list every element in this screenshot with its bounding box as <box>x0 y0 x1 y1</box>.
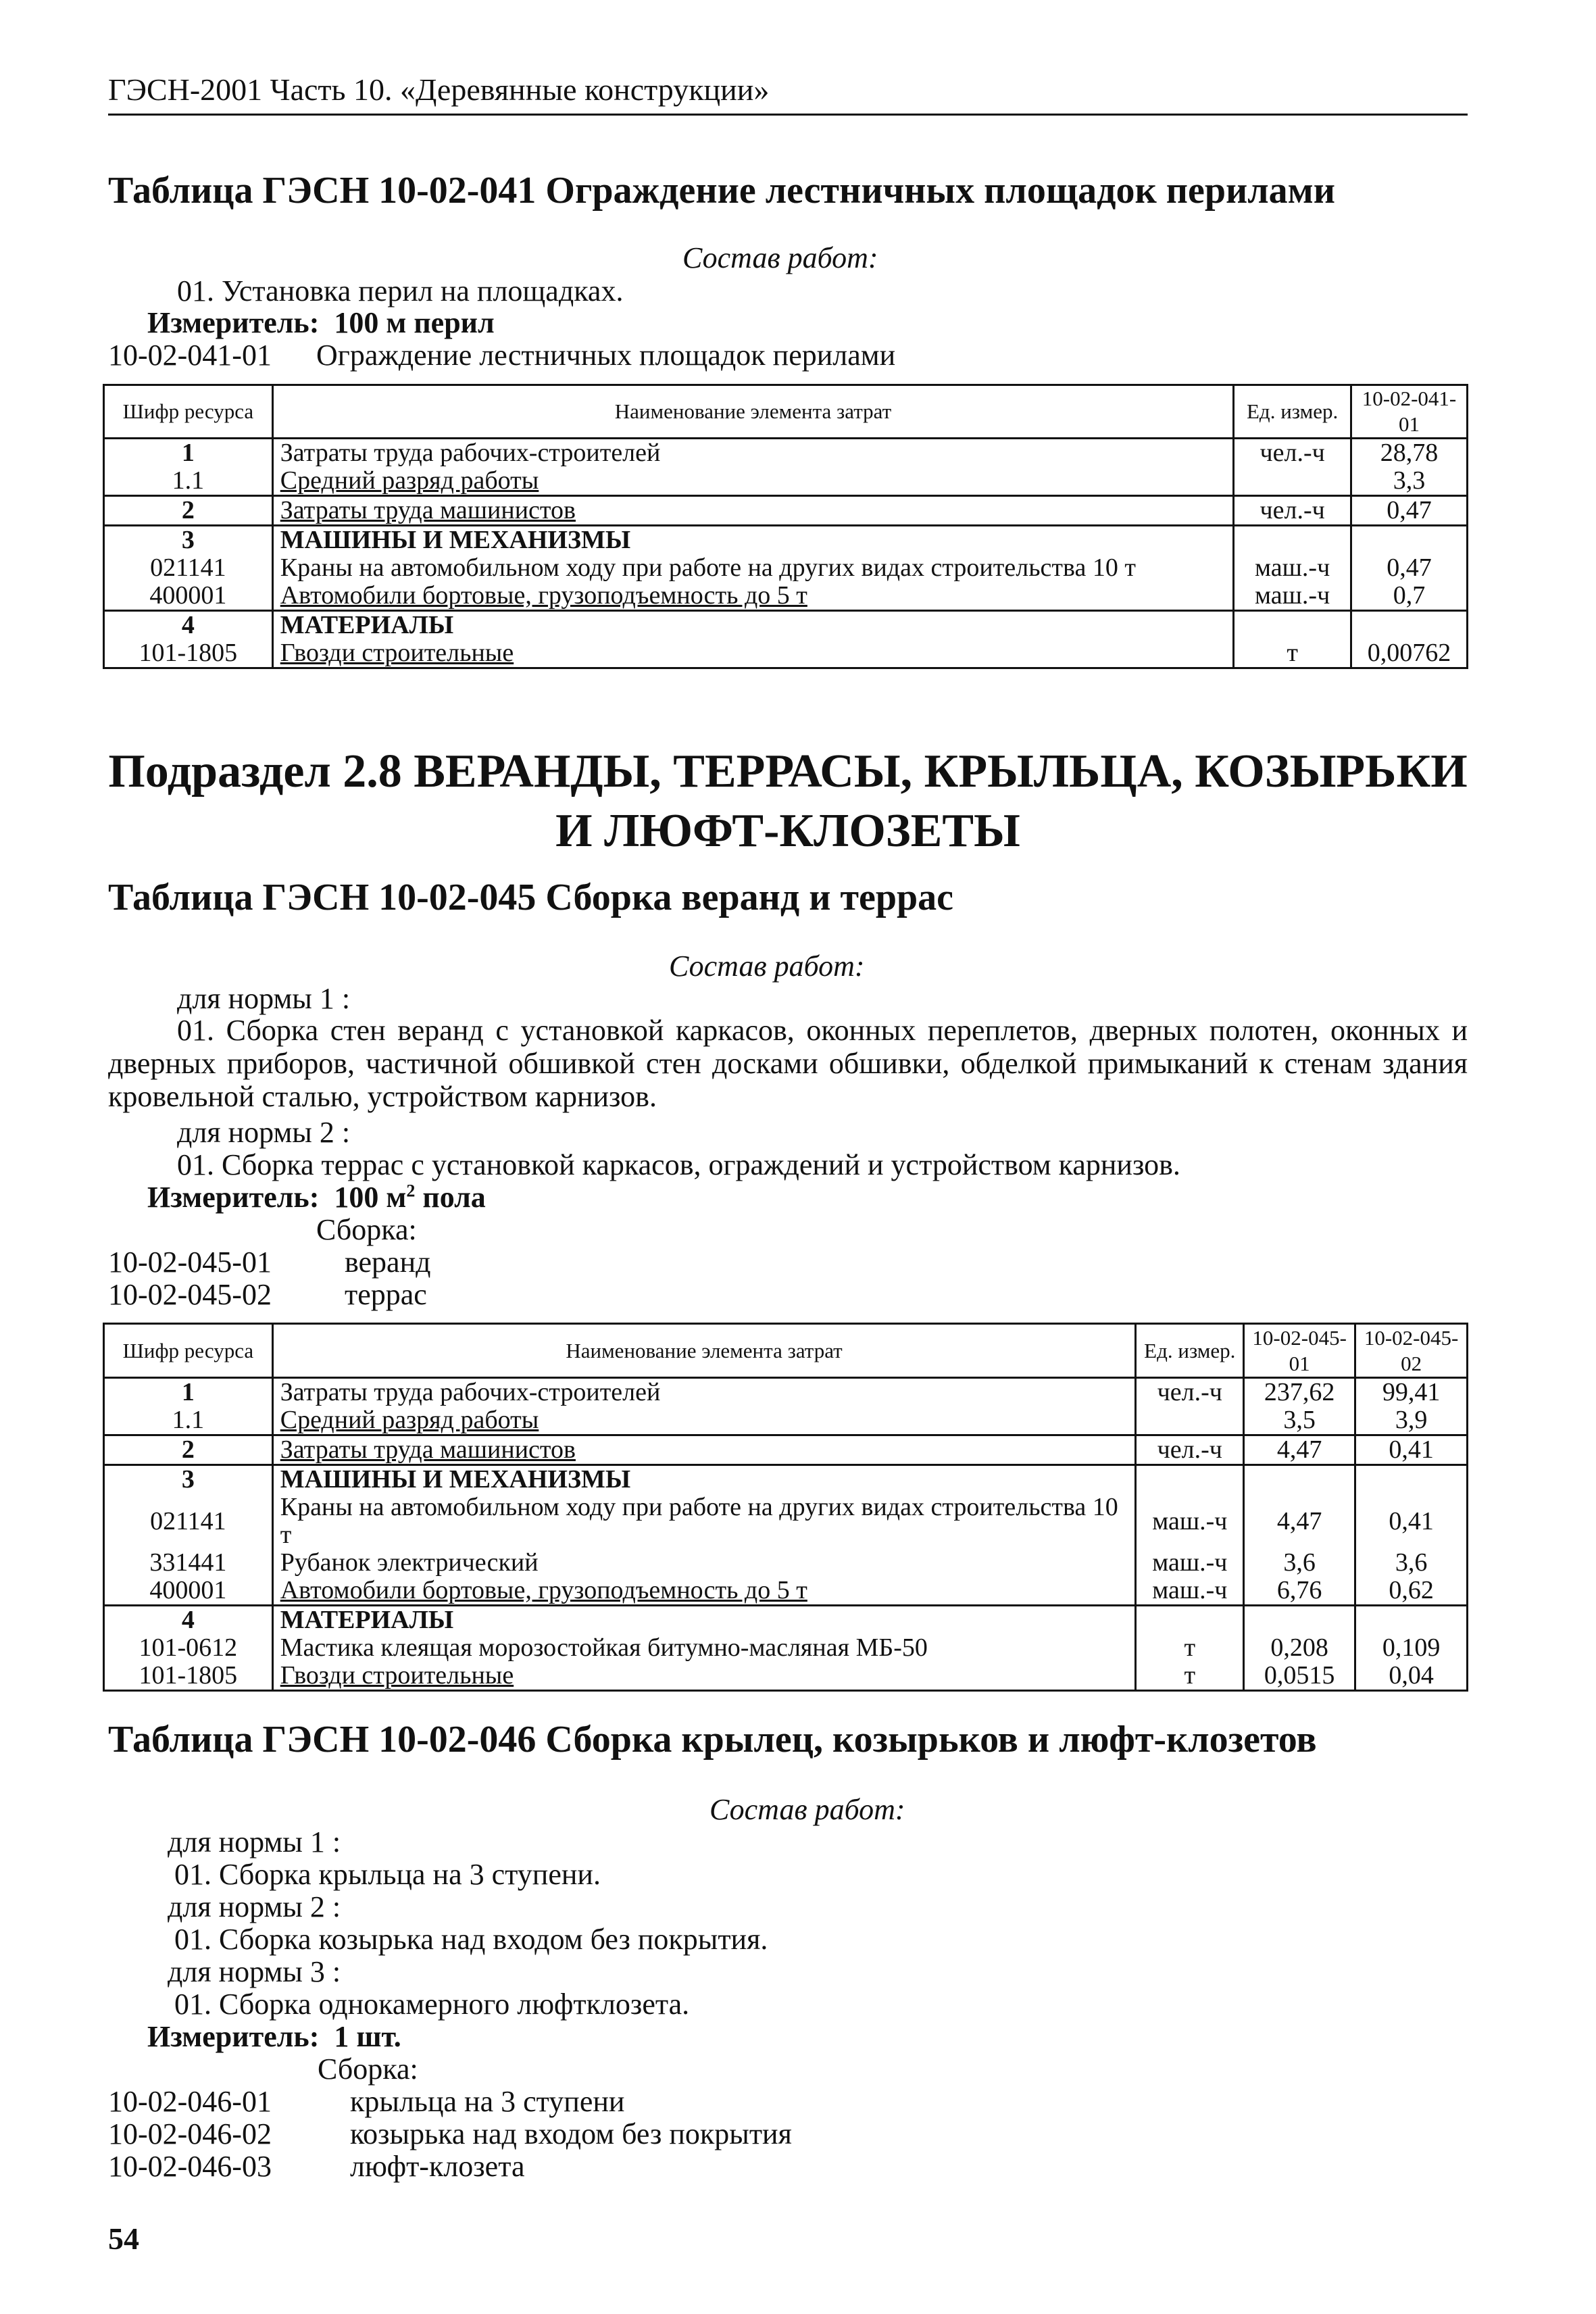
table3-norm2-label: для нормы 2 : <box>168 1890 341 1923</box>
meter-value: 100 м <box>334 1181 407 1214</box>
row-code: 4 <box>104 1606 273 1635</box>
row-code: 101-1805 <box>104 1662 273 1691</box>
row-value: 0,00762 <box>1351 639 1468 668</box>
col-name-header: Наименование элемента затрат <box>272 385 1233 439</box>
table-row <box>104 1494 1468 1549</box>
table3-norm2-text: 01. Сборка козырька над входом без покрытия. <box>174 1923 768 1956</box>
row-value-2: 0,41 <box>1355 1435 1468 1465</box>
table-row <box>104 1577 1468 1606</box>
row-code: 2 <box>104 496 273 526</box>
subsection-title: Подраздел 2.8 ВЕРАНДЫ, ТЕРРАСЫ, КРЫЛЬЦА, КОЗЫРЬКИ И ЛЮФТ-КЛОЗЕТЫ <box>108 745 1468 857</box>
table2-norm-name-2: террас <box>345 1278 427 1311</box>
row-value-1: 0,0515 <box>1244 1662 1355 1691</box>
table3-work-label: Состав работ: <box>709 1793 905 1826</box>
col-code-header: Шифр ресурса <box>104 1324 273 1378</box>
row-unit: маш.-ч <box>1136 1494 1244 1549</box>
row-code: 1 <box>104 1378 273 1407</box>
row-unit: маш.-ч <box>1136 1577 1244 1606</box>
row-unit: чел.-ч <box>1234 496 1351 526</box>
row-value-1: 0,208 <box>1244 1634 1355 1662</box>
row-unit: маш.-ч <box>1234 582 1351 611</box>
row-value-1: 3,6 <box>1244 1549 1355 1577</box>
row-unit: маш.-ч <box>1136 1549 1244 1577</box>
row-name: Рубанок электрический <box>272 1549 1136 1577</box>
table2-norm-name-1: веранд <box>345 1246 431 1279</box>
row-name: Автомобили бортовые, грузоподъемность до 5 т <box>272 582 1233 611</box>
table-row <box>104 1549 1468 1577</box>
row-name: Средний разряд работы <box>272 1406 1136 1435</box>
meter-superscript: 2 <box>406 1181 416 1201</box>
table-row <box>104 611 1468 640</box>
table1-norm-name: Ограждение лестничных площадок перилами <box>316 339 896 372</box>
row-value-1: 3,5 <box>1244 1406 1355 1435</box>
table1-work-label: Состав работ: <box>682 241 878 274</box>
row-value: 0,7 <box>1351 582 1468 611</box>
row-name: Гвозди строительные <box>272 1662 1136 1691</box>
row-value-2: 99,41 <box>1355 1378 1468 1407</box>
meter-label: Измеритель: <box>147 2020 320 2053</box>
row-value-2: 0,109 <box>1355 1634 1468 1662</box>
table-row <box>104 639 1468 668</box>
col-norm1-header: 10-02-045-01 <box>1244 1324 1355 1378</box>
row-code: 3 <box>104 526 273 555</box>
table-row <box>104 1662 1468 1691</box>
row-value: 0,47 <box>1351 496 1468 526</box>
table3-norm-code-1: 10-02-046-01 <box>108 2085 272 2118</box>
row-unit <box>1234 611 1351 640</box>
row-code: 331441 <box>104 1549 273 1577</box>
table-row <box>104 467 1468 496</box>
meter-value: 100 м перил <box>334 306 495 339</box>
row-value: 3,3 <box>1351 467 1468 496</box>
table2-norm-code-1: 10-02-045-01 <box>108 1246 272 1279</box>
row-value-2: 0,41 <box>1355 1494 1468 1549</box>
col-code-header: Шифр ресурса <box>104 385 273 439</box>
row-unit: чел.-ч <box>1136 1378 1244 1407</box>
row-code: 3 <box>104 1465 273 1494</box>
table3-norm-name-1: крыльца на 3 ступени <box>350 2085 625 2118</box>
meter-value: 1 шт. <box>334 2020 401 2053</box>
table2-title: Таблица ГЭСН 10-02-045 Сборка веранд и террас <box>108 877 953 918</box>
row-code: 2 <box>104 1435 273 1465</box>
row-code: 1.1 <box>104 467 273 496</box>
row-name: Гвозди строительные <box>272 639 1233 668</box>
table2-work-label: Состав работ: <box>669 950 865 983</box>
row-code: 1 <box>104 439 273 468</box>
meter-label: Измеритель: <box>147 306 320 339</box>
table-row <box>104 582 1468 611</box>
row-value-2: 0,04 <box>1355 1662 1468 1691</box>
row-value: 0,47 <box>1351 554 1468 582</box>
table2-norm1-label: для нормы 1 : <box>177 982 351 1015</box>
row-code: 400001 <box>104 1577 273 1606</box>
row-name: МАШИНЫ И МЕХАНИЗМЫ <box>272 526 1233 555</box>
table1-meter <box>147 305 495 340</box>
table-row <box>104 1378 1468 1407</box>
table2-norm2-text: 01. Сборка террас с установкой каркасов, ограждений и устройством карнизов. <box>177 1148 1180 1181</box>
col-norm2-header: 10-02-045-02 <box>1355 1324 1468 1378</box>
page-number: 54 <box>108 2221 139 2256</box>
table3-norm3-text: 01. Сборка однокамерного люфтклозета. <box>174 1988 690 2021</box>
row-name: МАШИНЫ И МЕХАНИЗМЫ <box>272 1465 1136 1494</box>
row-value-2: 0,62 <box>1355 1577 1468 1606</box>
running-header: ГЭСН-2001 Часть 10. «Деревянные конструкции» <box>108 72 770 107</box>
table3-norm-code-3: 10-02-046-03 <box>108 2150 272 2183</box>
row-name: Затраты труда рабочих-строителей <box>272 1378 1136 1407</box>
row-unit: маш.-ч <box>1234 554 1351 582</box>
table1-title: Таблица ГЭСН 10-02-041 Ограждение лестничных площадок перилами <box>108 170 1336 212</box>
row-name: Краны на автомобильном ходу при работе на других видах строительства 10 т <box>272 1494 1136 1549</box>
header-rule <box>108 114 1468 116</box>
table2-resources <box>103 1323 1468 1692</box>
table3-norm-code-2: 10-02-046-02 <box>108 2117 272 2150</box>
row-code: 021141 <box>104 554 273 582</box>
table-row <box>104 554 1468 582</box>
table1-header-row <box>104 385 1468 439</box>
row-value-2 <box>1355 1465 1468 1494</box>
row-unit: т <box>1136 1662 1244 1691</box>
table3-assembly-label: Сборка: <box>318 2052 418 2086</box>
row-value-2: 3,6 <box>1355 1549 1468 1577</box>
row-name: Краны на автомобильном ходу при работе на других видах строительства 10 т <box>272 554 1233 582</box>
table2-header-row <box>104 1324 1468 1378</box>
table3-norm1-label: для нормы 1 : <box>168 1825 341 1858</box>
row-unit <box>1234 526 1351 555</box>
row-unit: чел.-ч <box>1136 1435 1244 1465</box>
row-value-1: 4,47 <box>1244 1435 1355 1465</box>
row-code: 1.1 <box>104 1406 273 1435</box>
table2-meter <box>147 1180 486 1214</box>
table2-norm-code-2: 10-02-045-02 <box>108 1278 272 1311</box>
row-unit: чел.-ч <box>1234 439 1351 468</box>
row-value-1 <box>1244 1606 1355 1635</box>
row-value-2: 3,9 <box>1355 1406 1468 1435</box>
table-row <box>104 1634 1468 1662</box>
table-row <box>104 1465 1468 1494</box>
row-name: Мастика клеящая морозостойкая битумно-масляная МБ-50 <box>272 1634 1136 1662</box>
table-row <box>104 1606 1468 1635</box>
table-row <box>104 526 1468 555</box>
row-code: 021141 <box>104 1494 273 1549</box>
row-name: Автомобили бортовые, грузоподъемность до 5 т <box>272 1577 1136 1606</box>
col-name-header: Наименование элемента затрат <box>272 1324 1136 1378</box>
table-row <box>104 496 1468 526</box>
row-unit <box>1136 1465 1244 1494</box>
table3-title: Таблица ГЭСН 10-02-046 Сборка крылец, козырьков и люфт-клозетов <box>108 1719 1317 1761</box>
row-value-1: 6,76 <box>1244 1577 1355 1606</box>
row-code: 4 <box>104 611 273 640</box>
meter-label: Измеритель: <box>147 1181 320 1214</box>
row-name: Затраты труда машинистов <box>272 496 1233 526</box>
row-name: МАТЕРИАЛЫ <box>272 611 1233 640</box>
row-code: 101-0612 <box>104 1634 273 1662</box>
table3-norm-name-3: люфт-клозета <box>350 2150 525 2183</box>
table1-work-item: 01. Установка перил на площадках. <box>177 274 624 307</box>
row-name: Средний разряд работы <box>272 467 1233 496</box>
row-value-1 <box>1244 1465 1355 1494</box>
row-code: 400001 <box>104 582 273 611</box>
row-value <box>1351 526 1468 555</box>
table3-norm-name-2: козырька над входом без покрытия <box>350 2117 792 2150</box>
col-norm-header: 10-02-041-01 <box>1351 385 1468 439</box>
table2-norm2-label: для нормы 2 : <box>177 1116 351 1149</box>
table2-norm1-text: 01. Сборка стен веранд с установкой каркасов, оконных переплетов, дверных полотен, оконных и дверных приборов, частичной обшивкой стен досками обшивки, обделкой примыканий к стенам здания кровельной сталью, устройством карнизов. <box>108 1014 1468 1113</box>
row-code: 101-1805 <box>104 639 273 668</box>
row-value: 28,78 <box>1351 439 1468 468</box>
row-value-1: 237,62 <box>1244 1378 1355 1407</box>
col-unit-header: Ед. измер. <box>1136 1324 1244 1378</box>
row-value-2 <box>1355 1606 1468 1635</box>
table1-norm-code: 10-02-041-01 <box>108 339 272 372</box>
table1-resources <box>103 384 1468 669</box>
row-unit <box>1234 467 1351 496</box>
row-unit: т <box>1136 1634 1244 1662</box>
col-unit-header: Ед. измер. <box>1234 385 1351 439</box>
table3-meter <box>147 2019 401 2054</box>
row-value <box>1351 611 1468 640</box>
row-name: Затраты труда рабочих-строителей <box>272 439 1233 468</box>
row-name: Затраты труда машинистов <box>272 1435 1136 1465</box>
row-value-1: 4,47 <box>1244 1494 1355 1549</box>
row-name: МАТЕРИАЛЫ <box>272 1606 1136 1635</box>
table3-norm1-text: 01. Сборка крыльца на 3 ступени. <box>174 1858 601 1891</box>
row-unit: т <box>1234 639 1351 668</box>
row-unit <box>1136 1406 1244 1435</box>
table-row <box>104 1406 1468 1435</box>
meter-suffix: пола <box>422 1181 486 1214</box>
row-unit <box>1136 1606 1244 1635</box>
table2-assembly-label: Сборка: <box>316 1213 417 1246</box>
table3-norm3-label: для нормы 3 : <box>168 1955 341 1988</box>
table-row <box>104 1435 1468 1465</box>
table-row <box>104 439 1468 468</box>
